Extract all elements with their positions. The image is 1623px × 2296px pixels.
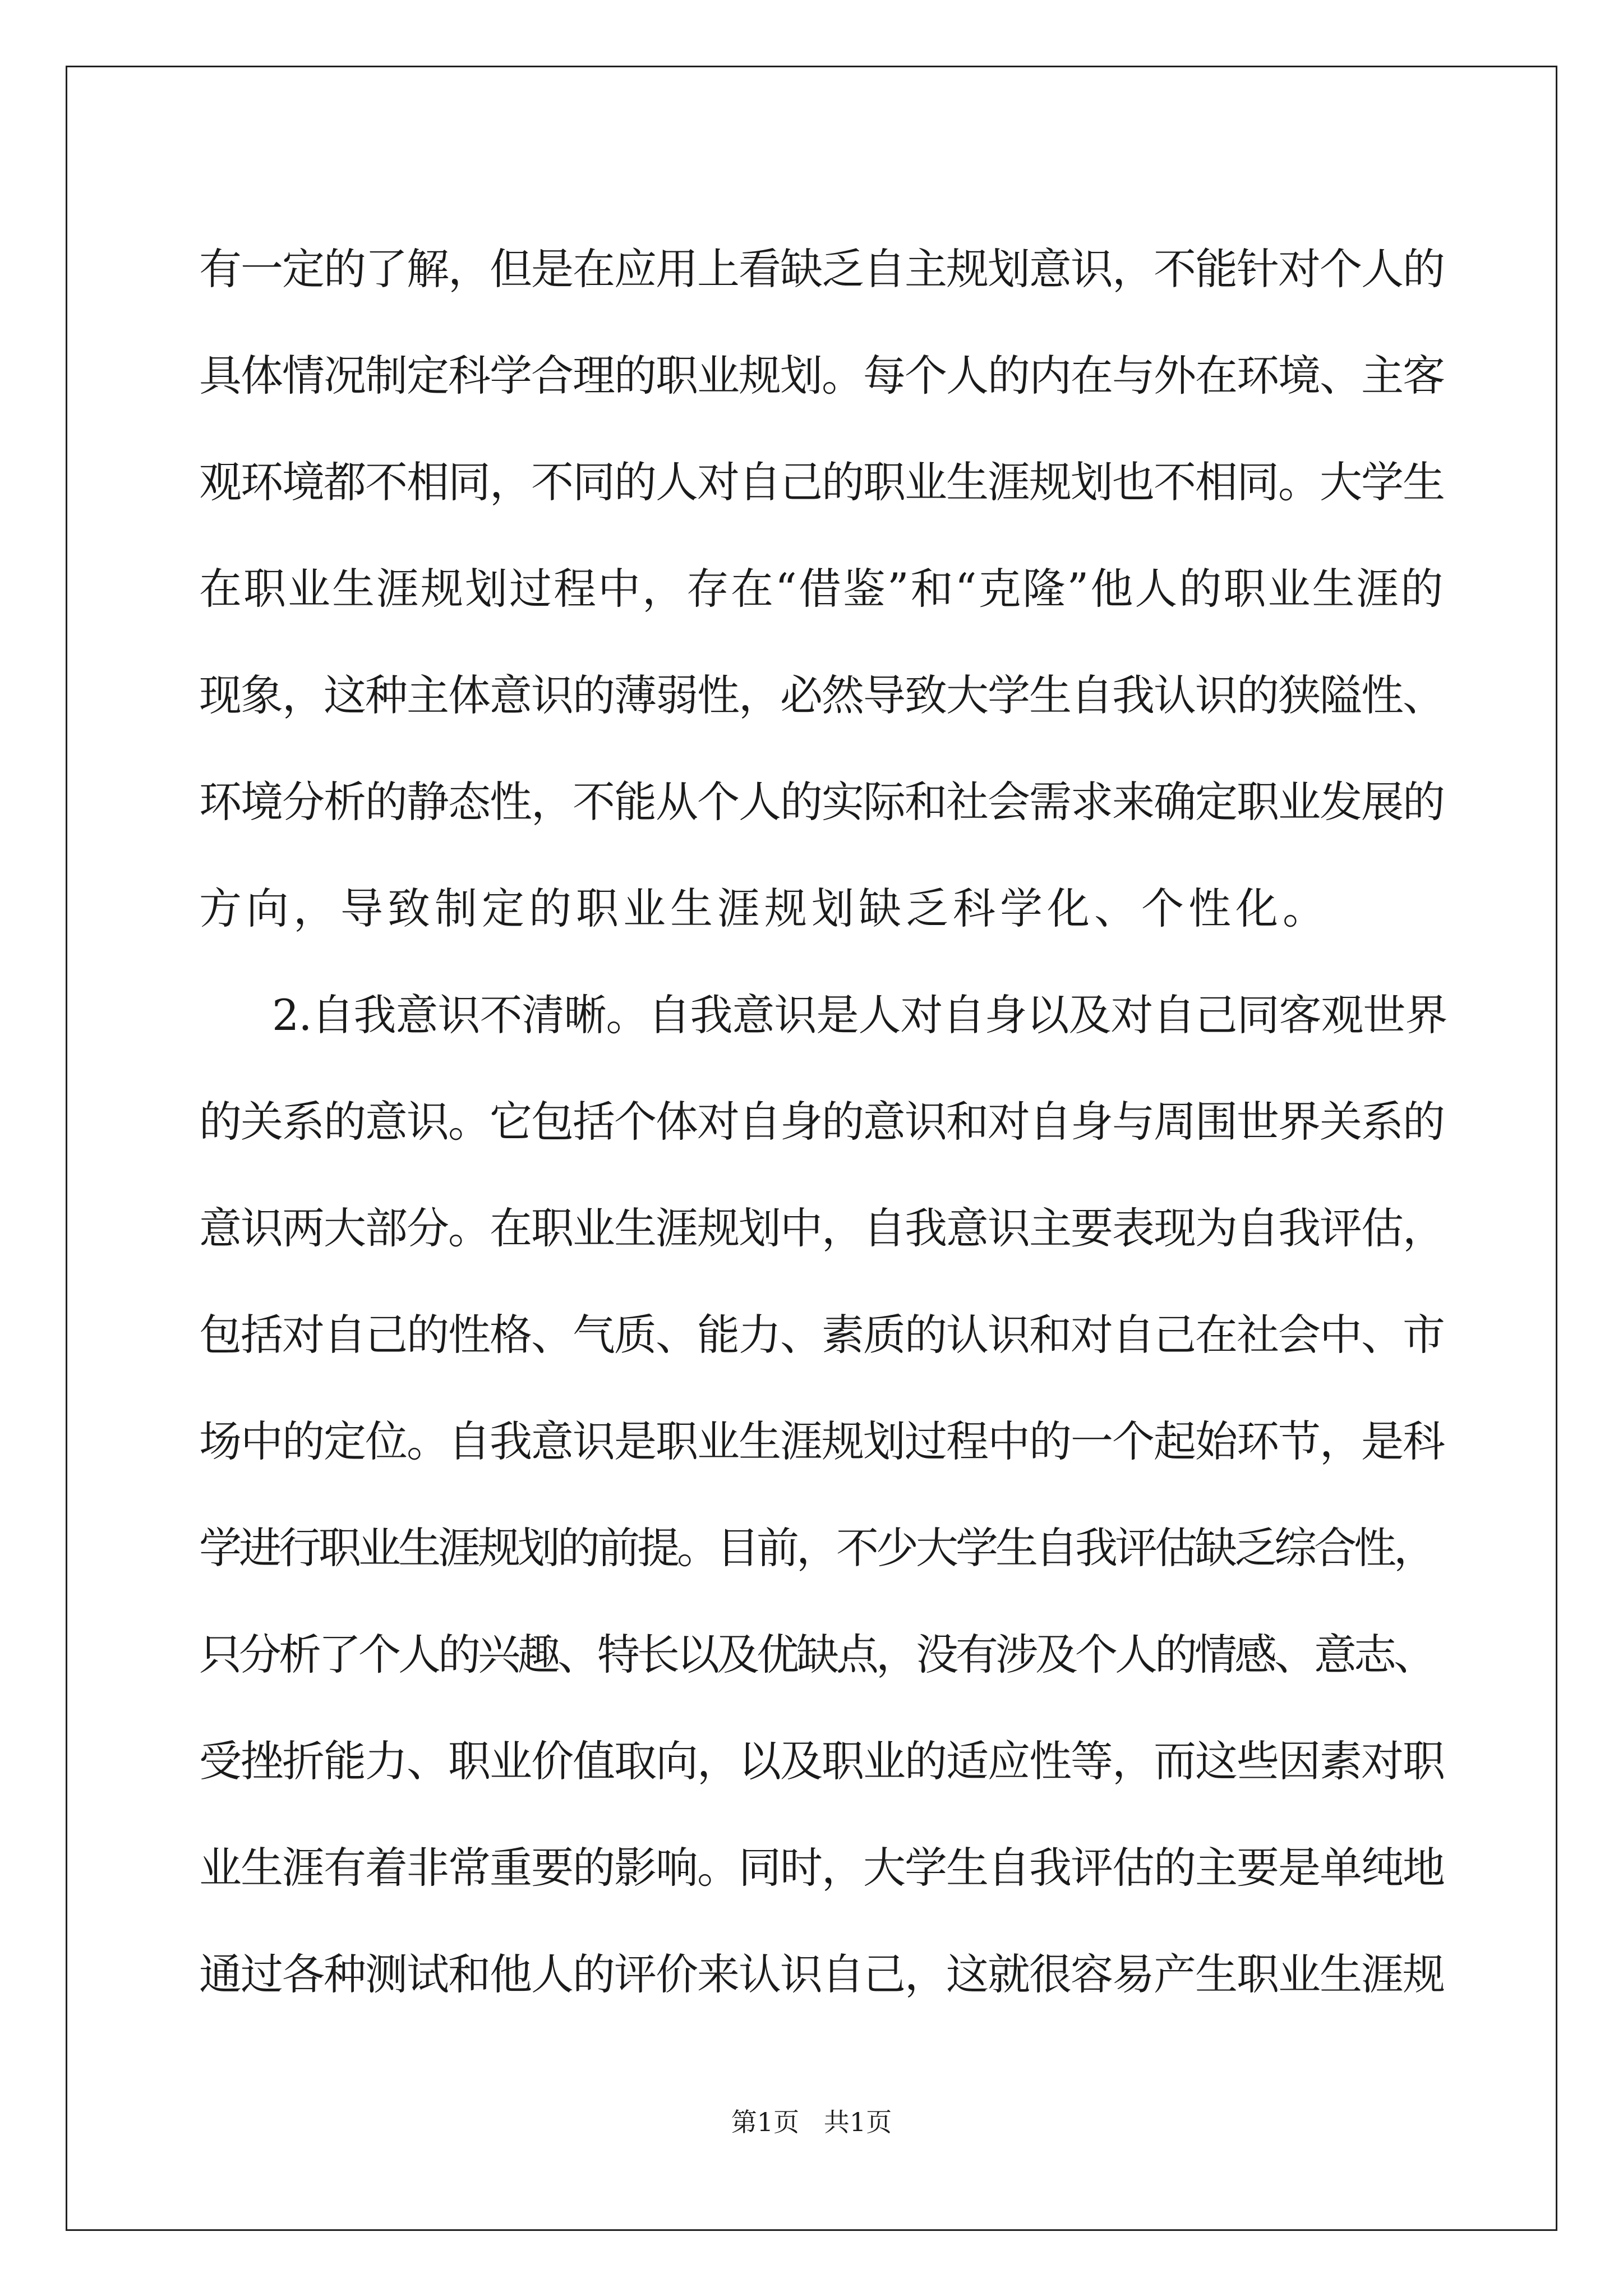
text-line: 学进行职业生涯规划的前提。目前，不少大学生自我评估缺乏综合性， <box>199 1523 1433 1573</box>
text-line: 场中的定位。自我意识是职业生涯规划过程中的一个起始环节，是科 <box>199 1416 1444 1466</box>
text-line: 业生涯有着非常重要的影响。同时，大学生自我评估的主要是单纯地 <box>199 1843 1444 1893</box>
body-text <box>199 216 1447 2028</box>
text-line: 只分析了个人的兴趣、特长以及优缺点，没有涉及个人的情感、意志、 <box>199 1630 1433 1680</box>
text-line: 意识两大部分。在职业生涯规划中，自我意识主要表现为自我评估， <box>199 1203 1444 1253</box>
text-line: 现象，这种主体意识的薄弱性，必然导致大学生自我认识的狭隘性、 <box>199 670 1444 720</box>
text-line: 观环境都不相同，不同的人对自己的职业生涯规划也不相同。大学生 <box>199 457 1444 507</box>
text-line: 方向，导致制定的职业生涯规划缺乏科学化、个性化。 <box>199 884 1330 933</box>
text-line: 环境分析的静态性，不能从个人的实际和社会需求来确定职业发展的 <box>199 777 1444 827</box>
text-line: 受挫折能力、职业价值取向，以及职业的适应性等，而这些因素对职 <box>199 1736 1444 1786</box>
text-line: 包括对自己的性格、气质、能力、素质的认识和对自己在社会中、市 <box>199 1310 1444 1360</box>
text-line: 通过各种测试和他人的评价来认识自己，这就很容易产生职业生涯规 <box>199 1949 1444 1999</box>
page-footer: 第1页 共1页 <box>731 2107 892 2137</box>
text-line: 2.自我意识不清晰。自我意识是人对自身以及对自己同客观世界 <box>272 990 1447 1040</box>
text-line: 具体情况制定科学合理的职业规划。每个人的内在与外在环境、主客 <box>199 351 1444 401</box>
text-line: 的关系的意识。它包括个体对自身的意识和对自身与周围世界关系的 <box>199 1097 1444 1147</box>
text-line: 有一定的了解，但是在应用上看缺乏自主规划意识，不能针对个人的 <box>199 244 1444 294</box>
text-line: 在职业生涯规划过程中，存在“借鉴”和“克隆”他人的职业生涯的 <box>199 564 1445 614</box>
